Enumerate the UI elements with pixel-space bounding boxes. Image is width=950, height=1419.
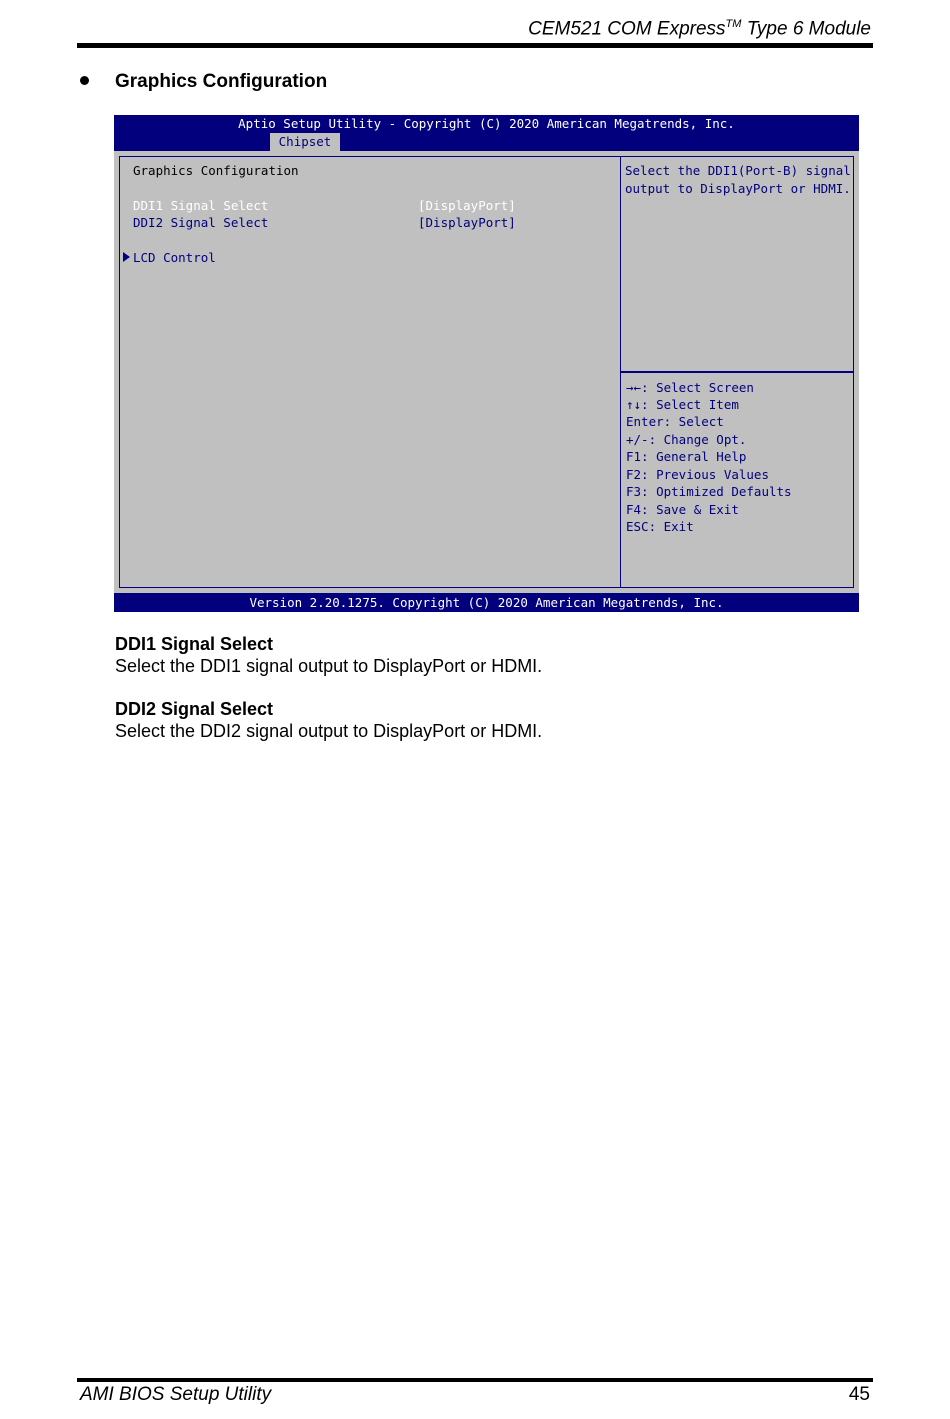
bios-version: Version 2.20.1275. Copyright (C) 2020 American Megatrends, Inc. xyxy=(249,595,724,610)
footer-rule xyxy=(77,1378,873,1382)
key-help-enter: Enter: Select xyxy=(626,414,724,429)
ddi2-signal-select-label[interactable]: DDI2 Signal Select xyxy=(133,215,269,230)
bios-page-heading: Graphics Configuration xyxy=(133,163,299,178)
ddi2-description-title: DDI2 Signal Select xyxy=(115,699,274,719)
help-line: output to DisplayPort or HDMI. xyxy=(625,181,851,196)
lcd-control-submenu[interactable]: LCD Control xyxy=(133,250,216,265)
ddi1-signal-select-label[interactable]: DDI1 Signal Select xyxy=(133,198,269,213)
bullet-icon xyxy=(80,76,89,85)
ddi2-description-text: Select the DDI2 signal output to DisplayPort or HDMI. xyxy=(115,721,543,741)
ddi2-signal-select-value[interactable]: [DisplayPort] xyxy=(418,215,516,230)
ddi1-signal-select-value[interactable]: [DisplayPort] xyxy=(418,198,516,213)
header-title-prefix: CEM521 COM Express xyxy=(528,18,726,40)
tab-chipset[interactable]: Chipset xyxy=(270,133,340,151)
footer-title: AMI BIOS Setup Utility xyxy=(80,1384,272,1405)
bios-title-bar xyxy=(114,115,859,151)
key-help-f2: F2: Previous Values xyxy=(626,467,769,482)
bios-title: Aptio Setup Utility - Copyright (C) 2020 American Megatrends, Inc. xyxy=(238,116,735,131)
header-title-trademark: TM xyxy=(725,18,742,30)
key-help-change-opt: +/-: Change Opt. xyxy=(626,432,747,447)
bios-version-bar xyxy=(114,593,859,612)
key-help-f4: F4: Save & Exit xyxy=(626,502,739,517)
key-help-f3: F3: Optimized Defaults xyxy=(626,484,792,499)
header-title-suffix: Type 6 Module xyxy=(741,18,871,40)
document-header-title xyxy=(528,18,871,40)
key-help-select-item: ↑↓: Select Item xyxy=(626,397,739,412)
key-help-select-screen: →←: Select Screen xyxy=(626,380,754,395)
submenu-arrow-icon xyxy=(123,252,130,262)
bios-screenshot xyxy=(114,115,859,612)
key-help-f1: F1: General Help xyxy=(626,449,747,464)
ddi1-description-title: DDI1 Signal Select xyxy=(115,634,274,654)
ddi1-description-text: Select the DDI1 signal output to DisplayPort or HDMI. xyxy=(115,656,543,676)
key-help-esc: ESC: Exit xyxy=(626,519,694,534)
header-rule xyxy=(77,43,873,48)
section-title: Graphics Configuration xyxy=(115,71,328,92)
page-number: 45 xyxy=(848,1384,870,1405)
help-line: Select the DDI1(Port-B) signal xyxy=(625,163,851,178)
